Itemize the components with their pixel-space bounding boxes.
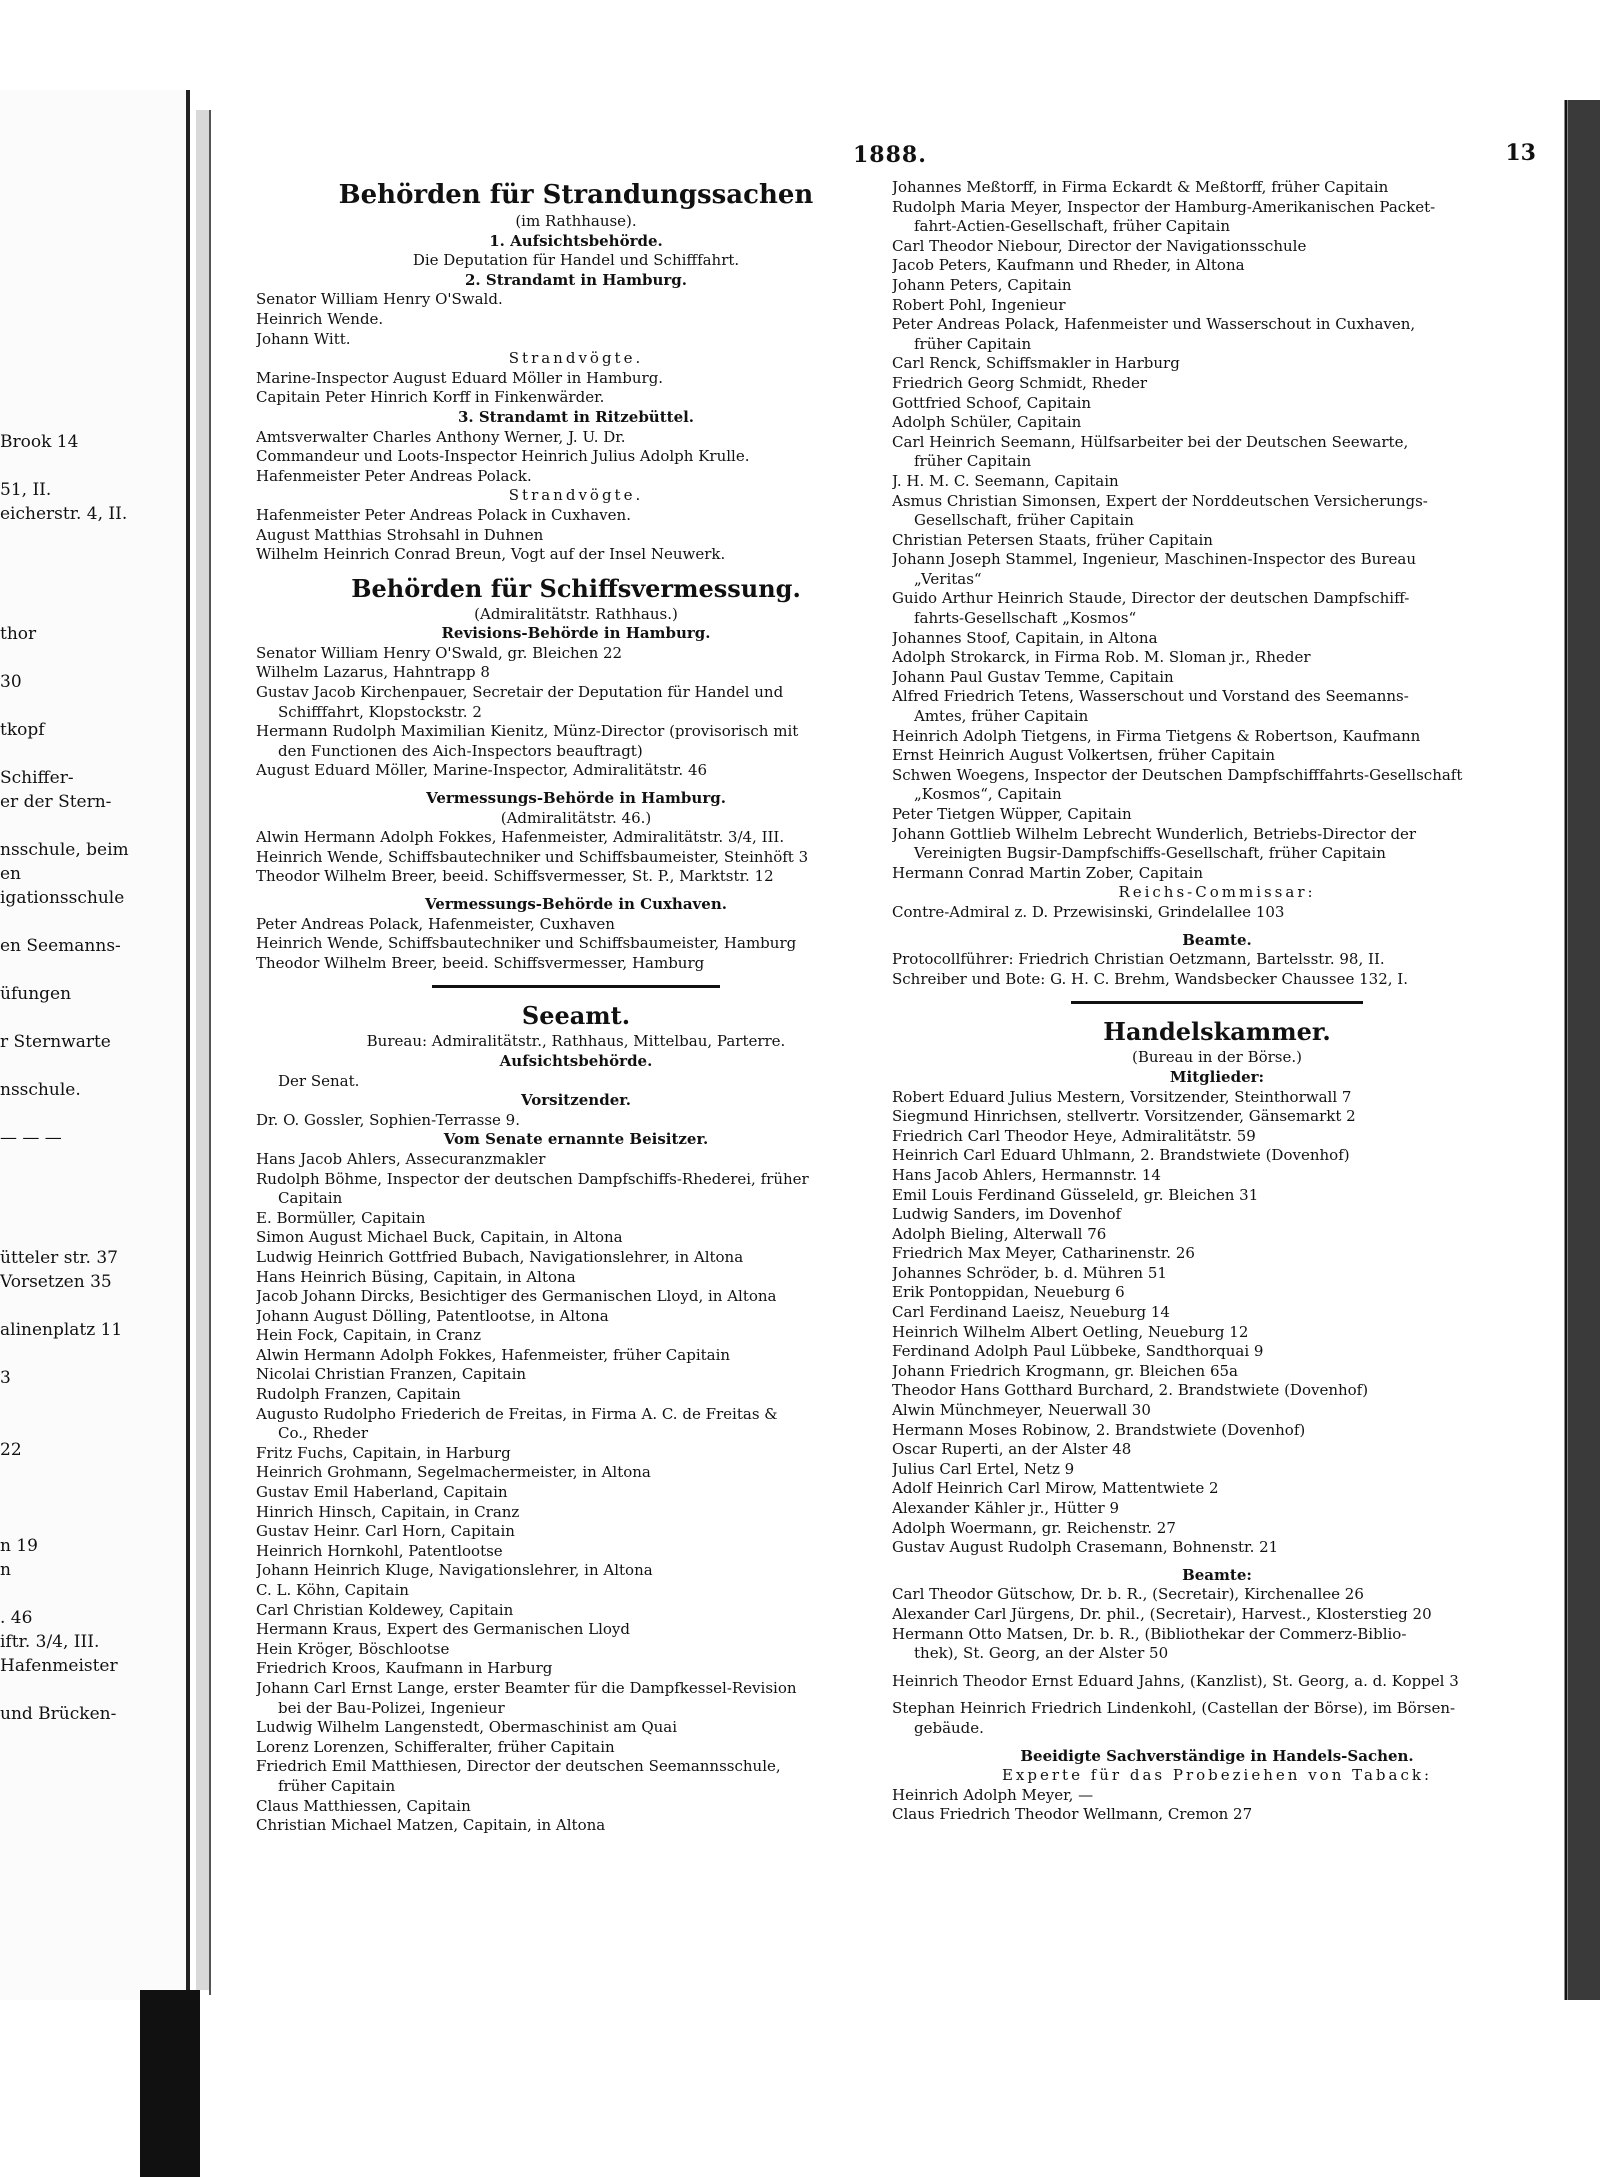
fragment-line: n: [0, 1560, 11, 1580]
fragment-line: 22: [0, 1440, 22, 1460]
entry-line: Simon August Michael Buck, Capitain, in Altona: [256, 1228, 623, 1247]
subsection-heading: Vom Senate ernannte Beisitzer.: [443, 1130, 709, 1149]
entry-line: Adolph Bieling, Alterwall 76: [892, 1224, 1107, 1243]
entry-line: Carl Christian Koldewey, Capitain: [256, 1600, 514, 1619]
entry-line: Carl Ferdinand Laeisz, Neueburg 14: [892, 1303, 1170, 1322]
entry-line: Johann Joseph Stammel, Ingenieur, Maschinen-Inspector des Bureau: [892, 550, 1416, 569]
fragment-line: [0, 1150, 180, 1174]
right-column: [892, 178, 1542, 1825]
entry-line: Hein Kröger, Böschlootse: [256, 1639, 450, 1658]
fragment-line: tkopf: [0, 720, 45, 740]
fragment-line: [0, 1006, 180, 1030]
entry-line: Christian Petersen Staats, früher Capitain: [892, 530, 1213, 549]
entry-line: Schreiber und Bote: G. H. C. Brehm, Wandsbecker Chaussee 132, I.: [892, 969, 1408, 988]
subsection-heading: Revisions-Behörde in Hamburg.: [441, 624, 711, 643]
section-note: (Bureau in der Börse.): [1131, 1048, 1303, 1067]
entry-line: Hermann Conrad Martin Zober, Capitain: [892, 863, 1204, 882]
fragment-line: [0, 550, 180, 574]
entry-line: Gottfried Schoof, Capitain: [892, 393, 1092, 412]
fragment-line: und Brücken-: [0, 1704, 117, 1724]
entry-line: Stephan Heinrich Friedrich Lindenkohl, (Castellan der Börse), im Börsen-: [892, 1699, 1456, 1718]
fragment-line: . 46: [0, 1608, 33, 1628]
entry-continuation: Der Senat.: [278, 1071, 360, 1090]
subsection-heading: 2. Strandamt in Hamburg.: [465, 270, 687, 289]
entry-line: Peter Tietgen Wüpper, Capitain: [892, 805, 1132, 823]
spacer: [256, 887, 896, 895]
spacer: [892, 1664, 1542, 1672]
section-note: Bureau: Admiralitätstr., Rathhaus, Mittelbau, Parterre.: [366, 1032, 786, 1051]
section-note: (im Rathhause).: [515, 212, 637, 230]
subsection-heading: Vermessungs-Behörde in Cuxhaven.: [425, 895, 727, 913]
entry-line: Protocollführer: Friedrich Christian Oetzmann, Bartelsstr. 98, II.: [892, 950, 1385, 969]
subsection-heading: Beamte:: [1182, 1565, 1252, 1584]
fragment-line: [0, 1222, 180, 1246]
entry-line: Oscar Ruperti, an der Alster 48: [892, 1440, 1132, 1459]
entry-line: Rudolph Maria Meyer, Inspector der Hamburg-Amerikanischen Packet-: [892, 197, 1436, 216]
entry-continuation: „Veritas“: [914, 569, 982, 588]
entry-continuation: thek), St. Georg, an der Alster 50: [914, 1644, 1169, 1663]
fragment-line: n 19: [0, 1536, 38, 1556]
entry-line: Wilhelm Lazarus, Hahntrapp 8: [256, 663, 490, 682]
entry-line: Heinrich Hornkohl, Patentlootse: [256, 1541, 503, 1560]
entry-line: Guido Arthur Heinrich Staude, Director der deutschen Dampfschiff-: [892, 589, 1410, 608]
left-column: [256, 178, 896, 1836]
fragment-line: [0, 1054, 180, 1078]
entry-line: Senator William Henry O'Swald, gr. Bleichen 22: [256, 643, 623, 662]
entry-line: Wilhelm Heinrich Conrad Breun, Vogt auf der Insel Neuwerk.: [256, 545, 726, 564]
fragment-line: [0, 1390, 180, 1414]
entry-line: Erik Pontoppidan, Neueburg 6: [892, 1283, 1125, 1302]
section-divider: [1071, 1001, 1364, 1004]
entry-line: Johann Witt.: [256, 329, 351, 348]
entry-continuation: den Functionen des Aich-Inspectors beauftragt): [278, 741, 643, 760]
entry-line: Johann Peters, Capitain: [892, 275, 1072, 294]
entry-line: August Matthias Strohsahl in Duhnen: [256, 525, 544, 544]
entry-line: Hans Heinrich Büsing, Capitain, in Altona: [256, 1267, 576, 1286]
entry-line: Adolph Schüler, Capitain: [892, 413, 1082, 432]
fragment-line: [0, 814, 180, 838]
subsection-heading: Mitglieder:: [1169, 1067, 1265, 1086]
entry-line: Ferdinand Adolph Paul Lübbeke, Sandthorquai 9: [892, 1342, 1264, 1361]
entry-continuation: früher Capitain: [914, 452, 1032, 471]
entry-line: Carl Renck, Schiffsmakler in Harburg: [892, 354, 1180, 373]
entry-line: Julius Carl Ertel, Netz 9: [892, 1459, 1075, 1478]
entry-line: Heinrich Theodor Ernst Eduard Jahns, (Kanzlist), St. Georg, a. d. Koppel 3: [892, 1671, 1459, 1690]
entry-line: Senator William Henry O'Swald.: [256, 290, 503, 309]
entry-continuation: Gesellschaft, früher Capitain: [914, 511, 1134, 530]
entry-line: Hermann Otto Matsen, Dr. b. R., (Bibliothekar der Commerz-Biblio-: [892, 1624, 1407, 1643]
entry-line: Robert Eduard Julius Mestern, Vorsitzender, Steinthorwall 7: [892, 1087, 1352, 1106]
previous-page-fragment: [0, 430, 180, 1726]
entry-line: Friedrich Georg Schmidt, Rheder: [892, 373, 1148, 392]
entry-line: Claus Matthiessen, Capitain: [256, 1796, 471, 1815]
subsection-heading: Vorsitzender.: [521, 1091, 631, 1110]
entry-line: Jacob Johann Dircks, Besichtiger des Germanischen Lloyd, in Altona: [256, 1287, 777, 1306]
entry-line: Heinrich Adolph Meyer, —: [892, 1785, 1094, 1804]
entry-line: Theodor Hans Gotthard Burchard, 2. Brandstwiete (Dovenhof): [892, 1381, 1369, 1400]
fragment-line: [0, 1198, 180, 1222]
section-title: Behörden für Schiffsvermessung.: [351, 573, 801, 603]
entry-line: Alexander Kähler jr., Hütter 9: [892, 1499, 1120, 1517]
fragment-line: ütteler str. 37: [0, 1248, 118, 1268]
fragment-line: üfungen: [0, 984, 72, 1004]
entry-line: Capitain Peter Hinrich Korff in Finkenwärder.: [256, 388, 605, 407]
entry-continuation: Co., Rheder: [278, 1424, 369, 1443]
entry-line: Friedrich Kroos, Kaufmann in Harburg: [256, 1659, 553, 1678]
entry-line: Commandeur und Loots-Inspector Heinrich Julius Adolph Krulle.: [256, 447, 750, 466]
entry-line: Johann August Dölling, Patentlootse, in Altona: [256, 1306, 609, 1325]
entry-line: Alwin Hermann Adolph Fokkes, Hafenmeister, Admiralitätstr. 3/4, III.: [256, 828, 785, 847]
entry-line: Robert Pohl, Ingenieur: [892, 295, 1066, 314]
entry-line: Hinrich Hinsch, Capitain, in Cranz: [256, 1502, 520, 1521]
entry-line: Johannes Schröder, b. d. Mühren 51: [892, 1263, 1167, 1282]
entry-line: Schwen Woegens, Inspector der Deutschen Dampfschifffahrts-Gesellschaft: [892, 765, 1463, 784]
entry-line: Gustav Jacob Kirchenpauer, Secretair der Deputation für Handel und: [256, 683, 784, 702]
fragment-line: 30: [0, 672, 22, 692]
fragment-line: er der Stern-: [0, 792, 112, 812]
entry-line: Alwin Hermann Adolph Fokkes, Hafenmeister, früher Capitain: [256, 1345, 731, 1364]
entry-continuation: fahrts-Gesellschaft „Kosmos“: [914, 609, 1137, 628]
subsection-heading: Aufsichtsbehörde.: [499, 1051, 653, 1070]
fragment-line: igationsschule: [0, 888, 125, 908]
entry-line: Hans Jacob Ahlers, Hermannstr. 14: [892, 1165, 1161, 1184]
entry-line: Jacob Peters, Kaufmann und Rheder, in Altona: [892, 256, 1245, 275]
entry-continuation: fahrt-Actien-Gesellschaft, früher Capitain: [914, 217, 1231, 236]
entry-line: Hans Jacob Ahlers, Assecuranzmakler: [256, 1149, 546, 1168]
fragment-line: [0, 1510, 180, 1534]
entry-line: J. H. M. C. Seemann, Capitain: [892, 471, 1119, 490]
spacer: [256, 565, 896, 573]
entry-line: Johann Friedrich Krogmann, gr. Bleichen 65a: [892, 1361, 1238, 1380]
entry-line: Johann Gottlieb Wilhelm Lebrecht Wunderlich, Betriebs-Director der: [892, 824, 1417, 843]
entry-continuation: früher Capitain: [278, 1776, 396, 1795]
entry-line: Peter Andreas Polack, Hafenmeister, Cuxhaven: [256, 914, 615, 933]
entry-line: Adolph Strokarck, in Firma Rob. M. Sloman jr., Rheder: [892, 648, 1311, 667]
subsection-heading: Beeidigte Sachverständige in Handels-Sachen.: [1020, 1746, 1414, 1765]
fragment-line: en: [0, 864, 22, 884]
entry-line: Alwin Münchmeyer, Neuerwall 30: [892, 1401, 1151, 1420]
subsection-heading: Vermessungs-Behörde in Hamburg.: [426, 789, 726, 808]
entry-line: Hermann Moses Robinow, 2. Brandstwiete (Dovenhof): [892, 1420, 1306, 1439]
entry-line: Dr. O. Gossler, Sophien-Terrasse 9.: [256, 1110, 520, 1129]
entry-line: Asmus Christian Simonsen, Expert der Norddeutschen Versicherungs-: [892, 491, 1428, 510]
entry-line: Emil Louis Ferdinand Güsseleld, gr. Bleichen 31: [892, 1185, 1259, 1204]
entry-line: Johannes Meßtorff, in Firma Eckardt & Meßtorff, früher Capitain: [892, 178, 1389, 196]
entry-continuation: Amtes, früher Capitain: [914, 707, 1089, 726]
entry-line: Carl Heinrich Seemann, Hülfsarbeiter bei der Deutschen Seewarte,: [892, 432, 1409, 451]
fragment-line: 3: [0, 1368, 11, 1388]
entry-line: Alfred Friedrich Tetens, Wasserschout und Vorstand des Seemanns-: [892, 687, 1409, 706]
fragment-line: [0, 1102, 180, 1126]
fragment-line: Schiffer-: [0, 768, 74, 788]
entry-line: Hein Fock, Capitain, in Cranz: [256, 1326, 481, 1345]
page-year: 1888.: [853, 142, 927, 168]
fragment-line: [0, 646, 180, 670]
entry-line: Johannes Stoof, Capitain, in Altona: [892, 628, 1158, 647]
entry-line: Contre-Admiral z. D. Przewisinski, Grindelallee 103: [892, 902, 1285, 921]
fragment-line: [0, 526, 180, 550]
fragment-line: [0, 1462, 180, 1486]
section-note: (Admiralitätstr. Rathhaus.): [474, 604, 678, 623]
fragment-line: Brook 14: [0, 432, 79, 452]
entry-line: Friedrich Max Meyer, Catharinenstr. 26: [892, 1244, 1195, 1263]
fragment-line: en Seemanns-: [0, 936, 121, 956]
entry-line: Ludwig Wilhelm Langenstedt, Obermaschinist am Quai: [256, 1718, 678, 1737]
entry-line: Ludwig Sanders, im Dovenhof: [892, 1205, 1122, 1224]
fragment-line: [0, 910, 180, 934]
entry-line: Gustav Heinr. Carl Horn, Capitain: [256, 1522, 515, 1541]
entry-line: C. L. Köhn, Capitain: [256, 1581, 409, 1599]
entry-line: Hafenmeister Peter Andreas Polack.: [256, 466, 532, 485]
directory-page: [236, 140, 1564, 1990]
spacer: [892, 923, 1542, 931]
entry-line: Gustav August Rudolph Crasemann, Bohnenstr. 21: [892, 1538, 1279, 1557]
entry-line: Augusto Rudolpho Friederich de Freitas, in Firma A. C. de Freitas &: [256, 1404, 778, 1423]
spacer: [892, 1558, 1542, 1566]
entry-line: Heinrich Grohmann, Segelmachermeister, in Altona: [256, 1463, 651, 1482]
entry-line: Siegmund Hinrichsen, stellvertr. Vorsitzender, Gänsemarkt 2: [892, 1107, 1356, 1126]
entry-continuation: „Kosmos“, Capitain: [914, 785, 1062, 804]
entry-line: Adolf Heinrich Carl Mirow, Mattentwiete 2: [892, 1479, 1219, 1498]
subsection-heading: Experte für das Probeziehen von Taback:: [1001, 1766, 1432, 1785]
fragment-line: [0, 1294, 180, 1318]
fragment-line: — — —: [0, 1128, 62, 1148]
fragment-line: [0, 958, 180, 982]
entry-line: Johann Carl Ernst Lange, erster Beamter für die Dampfkessel-Revision: [256, 1678, 797, 1697]
entry-line: Johann Paul Gustav Temme, Capitain: [892, 667, 1174, 686]
fragment-line: thor: [0, 624, 37, 644]
fragment-line: [0, 742, 180, 766]
fragment-line: [0, 1342, 180, 1366]
entry-continuation: Schifffahrt, Klopstockstr. 2: [278, 702, 482, 721]
subsection-heading: Strandvögte.: [508, 486, 644, 505]
entry-line: Carl Theodor Gütschow, Dr. b. R., (Secretair), Kirchenallee 26: [892, 1585, 1364, 1604]
entry-continuation: Capitain: [278, 1189, 343, 1208]
entry-line: Nicolai Christian Franzen, Capitain: [256, 1365, 527, 1384]
entry-line: Hermann Kraus, Expert des Germanischen Lloyd: [256, 1620, 630, 1639]
entry-line: Heinrich Adolph Tietgens, in Firma Tietgens & Robertson, Kaufmann: [892, 726, 1421, 745]
entry-line: Heinrich Wilhelm Albert Oetling, Neueburg 12: [892, 1322, 1249, 1341]
fragment-line: r Sternwarte: [0, 1032, 111, 1052]
section-note: Die Deputation für Handel und Schifffahrt.: [412, 251, 740, 270]
section-divider: [432, 985, 720, 988]
entry-line: Johann Heinrich Kluge, Navigationslehrer, in Altona: [256, 1561, 653, 1580]
spacer: [892, 1739, 1542, 1747]
entry-line: Heinrich Wende, Schiffsbautechniker und Schiffsbaumeister, Hamburg: [256, 934, 797, 953]
fragment-line: Hafenmeister: [0, 1656, 118, 1676]
subsection-heading: 3. Strandamt in Ritzebüttel.: [457, 407, 695, 426]
entry-line: Hafenmeister Peter Andreas Polack in Cuxhaven.: [256, 505, 631, 524]
section-title: Seeamt.: [521, 1001, 631, 1031]
entry-continuation: früher Capitain: [914, 334, 1032, 353]
entry-line: Hermann Rudolph Maximilian Kienitz, Münz-Director (provisorisch mit: [256, 722, 799, 741]
fragment-line: eicherstr. 4, II.: [0, 504, 128, 524]
entry-line: Gustav Emil Haberland, Capitain: [256, 1483, 508, 1502]
entry-continuation: gebäude.: [914, 1718, 984, 1737]
entry-line: Theodor Wilhelm Breer, beeid. Schiffsvermesser, St. P., Marktstr. 12: [256, 867, 774, 886]
page-header: [236, 140, 1564, 176]
page-number: 13: [1505, 140, 1536, 166]
entry-line: Rudolph Franzen, Capitain: [256, 1385, 461, 1404]
fragment-line: [0, 1174, 180, 1198]
entry-line: Heinrich Wende.: [256, 309, 384, 328]
entry-line: Christian Michael Matzen, Capitain, in Altona: [256, 1816, 606, 1835]
fragment-line: [0, 574, 180, 598]
entry-line: Ernst Heinrich August Volkertsen, früher Capitain: [892, 746, 1276, 765]
subsection-heading: Strandvögte.: [508, 349, 644, 368]
entry-line: Alexander Carl Jürgens, Dr. phil., (Secretair), Harvest., Klosterstieg 20: [892, 1604, 1432, 1623]
fragment-line: Vorsetzen 35: [0, 1272, 112, 1292]
entry-line: Carl Theodor Niebour, Director der Navigationsschule: [892, 236, 1307, 255]
fragment-line: [0, 1678, 180, 1702]
fragment-line: nsschule.: [0, 1080, 81, 1100]
entry-line: Heinrich Carl Eduard Uhlmann, 2. Brandstwiete (Dovenhof): [892, 1146, 1350, 1165]
spacer: [256, 781, 896, 789]
entry-line: Rudolph Böhme, Inspector der deutschen Dampfschiffs-Rhederei, früher: [256, 1169, 809, 1188]
subsection-heading: 1. Aufsichtsbehörde.: [489, 231, 663, 250]
fragment-line: iftr. 3/4, III.: [0, 1632, 100, 1652]
spacer: [892, 1691, 1542, 1699]
fragment-line: 51, II.: [0, 480, 52, 500]
entry-continuation: Vereinigten Bugsir-Dampfschiffs-Gesellschaft, früher Capitain: [914, 844, 1386, 863]
section-title: Handelskammer.: [1103, 1017, 1331, 1047]
entry-line: Lorenz Lorenzen, Schifferalter, früher Capitain: [256, 1737, 615, 1756]
entry-line: Fritz Fuchs, Capitain, in Harburg: [256, 1443, 511, 1462]
fragment-line: [0, 598, 180, 622]
entry-line: Ludwig Heinrich Gottfried Bubach, Navigationslehrer, in Altona: [256, 1247, 744, 1266]
section-note: (Admiralitätstr. 46.): [500, 808, 652, 827]
entry-line: Heinrich Wende, Schiffsbautechniker und Schiffsbaumeister, Steinhöft 3: [256, 847, 809, 866]
entry-line: Theodor Wilhelm Breer, beeid. Schiffsvermesser, Hamburg: [256, 953, 705, 972]
entry-line: Claus Friedrich Theodor Wellmann, Cremon 27: [892, 1805, 1253, 1824]
entry-line: August Eduard Möller, Marine-Inspector, Admiralitätstr. 46: [256, 761, 708, 780]
fragment-line: [0, 454, 180, 478]
entry-line: E. Bormüller, Capitain: [256, 1208, 426, 1227]
subsection-heading: Beamte.: [1182, 930, 1252, 949]
entry-line: Peter Andreas Polack, Hafenmeister und Wasserschout in Cuxhaven,: [892, 315, 1416, 334]
entry-line: Friedrich Carl Theodor Heye, Admiralitätstr. 59: [892, 1126, 1256, 1145]
entry-continuation: bei der Bau-Polizei, Ingenieur: [278, 1698, 505, 1717]
section-title: Behörden für Strandungssachen: [338, 180, 814, 210]
fragment-line: [0, 694, 180, 718]
fragment-line: [0, 1414, 180, 1438]
entry-line: Friedrich Emil Matthiesen, Director der deutschen Seemannsschule,: [256, 1757, 781, 1776]
fragment-line: [0, 1582, 180, 1606]
entry-line: Amtsverwalter Charles Anthony Werner, J. U. Dr.: [256, 427, 626, 446]
fragment-line: nsschule, beim: [0, 840, 129, 860]
entry-line: Adolph Woermann, gr. Reichenstr. 27: [892, 1518, 1176, 1537]
fragment-line: [0, 1486, 180, 1510]
entry-line: Marine-Inspector August Eduard Möller in Hamburg.: [256, 368, 664, 387]
fragment-line: alinenplatz 11: [0, 1320, 123, 1340]
subsection-heading: Reichs-Commissar:: [1118, 883, 1316, 902]
